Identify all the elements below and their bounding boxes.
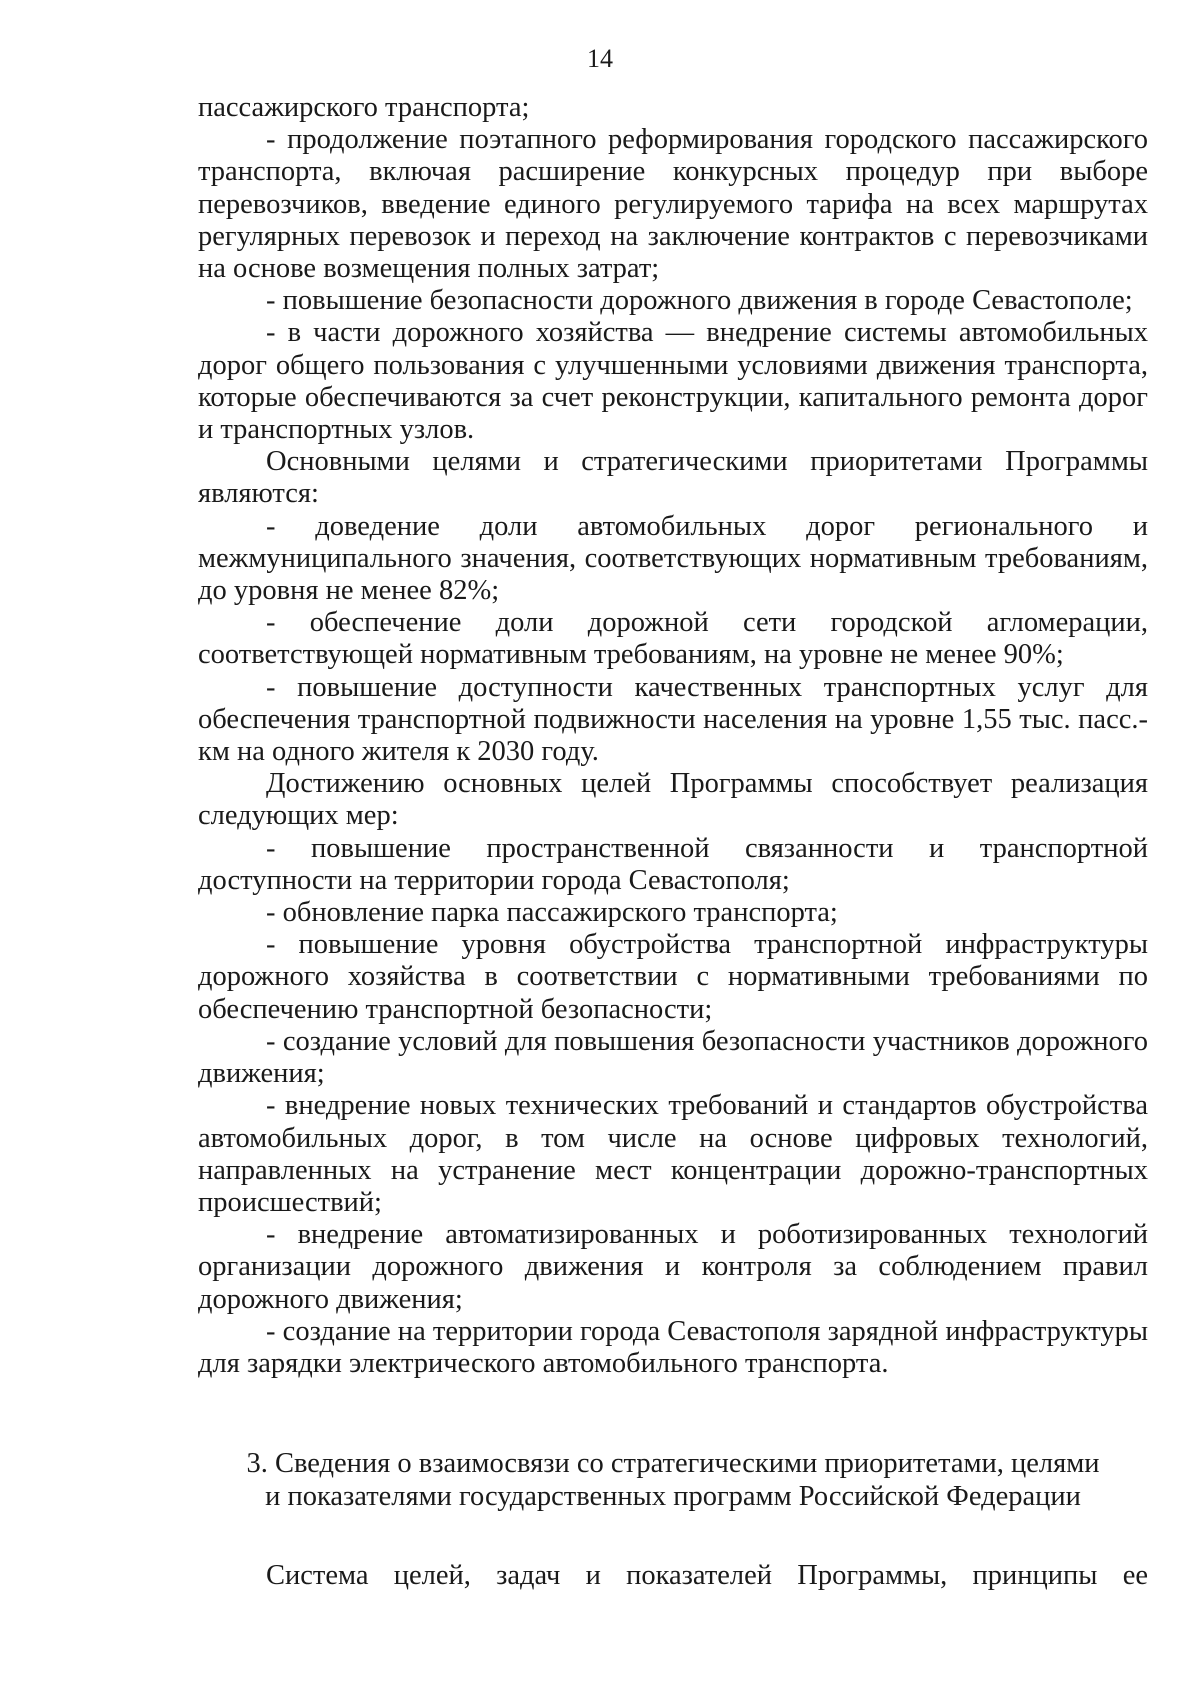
paragraph-12: - повышение уровня обустройства транспортной инфраструктуры дорожного хозяйства в соответствии с нормативными требованиями по обеспечению транспортной безопасности; bbox=[198, 929, 1148, 1025]
paragraph-7: - обеспечение доли дорожной сети городской агломерации, соответствующей нормативным требованиям, на уровне не менее 90%; bbox=[198, 607, 1148, 671]
paragraph-4: - в части дорожного хозяйства — внедрение системы автомобильных дорог общего пользования с улучшенными условиями движения транспорта, которые обеспечиваются за счет реконструкции, капитального ремонта дорог и транспортных узлов. bbox=[198, 317, 1148, 446]
paragraph-13: - создание условий для повышения безопасности участников дорожного движения; bbox=[198, 1025, 1148, 1090]
paragraph-8: - повышение доступности качественных транспортных услуг для обеспечения транспортной подвижности населения на уровне 1,55 тыс. пасс.-км на одного жителя к 2030 году. bbox=[198, 671, 1148, 768]
paragraph-11: - обновление парка пассажирского транспорта; bbox=[266, 897, 838, 929]
section-heading-line-2: и показателями государственных программ Российской Федерации bbox=[265, 1480, 1081, 1512]
body-text bbox=[198, 92, 1148, 1380]
paragraph-16: - создание на территории города Севастополя зарядной инфраструктуры для зарядки электрического автомобильного транспорта. bbox=[198, 1315, 1148, 1379]
paragraph-9: Достижению основных целей Программы способствует реализация следующих мер: bbox=[198, 768, 1148, 832]
page-number: 14 bbox=[587, 44, 613, 73]
paragraph-14: - внедрение новых технических требований и стандартов обустройства автомобильных дорог, в том числе на основе цифровых технологий, направленных на устранение мест концентрации дорожно-транспортных происшествий; bbox=[198, 1090, 1148, 1218]
paragraph-15: - внедрение автоматизированных и роботизированных технологий организации дорожного движения и контроля за соблюдением правил дорожного движения; bbox=[198, 1219, 1148, 1315]
tail-paragraph: Система целей, задач и показателей Программы, принципы ее bbox=[266, 1560, 1148, 1591]
paragraph-5: Основными целями и стратегическими приоритетами Программы являются: bbox=[198, 446, 1148, 510]
paragraph-10: - повышение пространственной связанности и транспортной доступности на территории города Севастополя; bbox=[198, 832, 1148, 896]
paragraph-6: - доведение доли автомобильных дорог регионального и межмуниципального значения, соответствующих нормативным требованиям, до уровня не менее 82%; bbox=[198, 510, 1148, 607]
section-heading-line-1: 3. Сведения о взаимосвязи со стратегическими приоритетами, целями bbox=[246, 1448, 1100, 1479]
paragraph-2: - продолжение поэтапного реформирования городского пассажирского транспорта, включая расширение конкурсных процедур при выборе перевозчиков, введение единого регулируемого тарифа на всех маршрутах регулярных перевозок и переход на заключение контрактов с перевозчиками на основе возмещения полных затрат; bbox=[198, 124, 1148, 285]
section-heading bbox=[198, 1448, 1148, 1513]
paragraph-3: - повышение безопасности дорожного движения в городе Севастополе; bbox=[266, 285, 1133, 317]
tail-text bbox=[198, 1560, 1148, 1592]
paragraph-1: пассажирского транспорта; bbox=[198, 92, 530, 123]
